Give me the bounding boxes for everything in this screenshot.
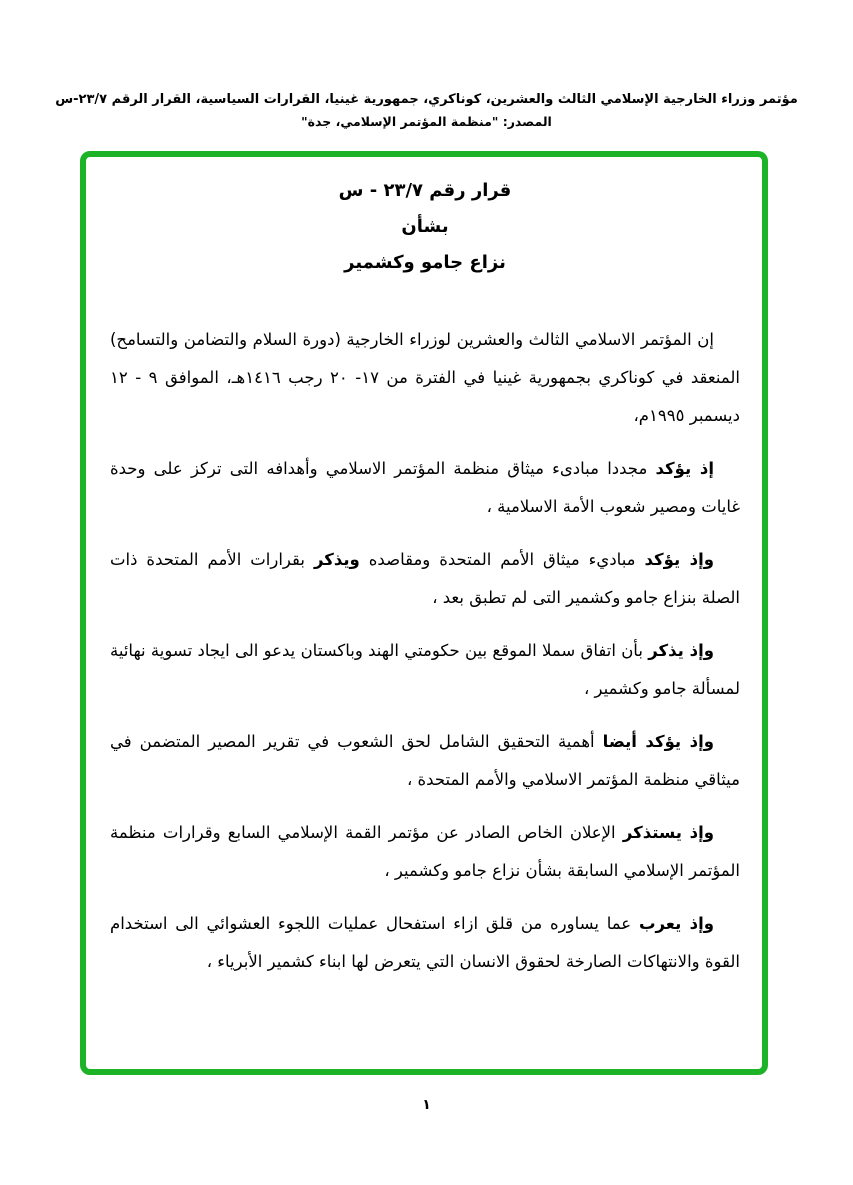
resolution-number-title: قرار رقم ٢٣/٧ - س	[338, 180, 512, 201]
paragraph-lead: إذ يؤكد	[655, 459, 714, 478]
paragraph-lead: وإذ يؤكد أيضا	[602, 732, 714, 751]
paragraph	[110, 905, 740, 981]
paragraph-lead: وإذ يؤكد	[644, 550, 714, 569]
resolution-subject: نزاع جامو وكشمير	[344, 252, 506, 273]
paragraph-text: عما يساوره من قلق ازاء استفحال عمليات اللجوء العشوائي الى استخدام القوة والانتهاكات الصارخة لحقوق الانسان التي يتعرض لها ابناء كشمير الأبرياء ،	[110, 914, 740, 971]
paragraph	[110, 814, 740, 890]
document-source-header	[0, 92, 853, 129]
paragraph-text: بقرارات الأمم المتحدة ذات الصلة بنزاع جامو وكشمير التى لم تطبق بعد ،	[110, 550, 740, 607]
paragraph	[110, 632, 740, 708]
paragraph-lead: وإذ يعرب	[638, 914, 714, 933]
paragraph-text: إن المؤتمر الاسلامي الثالث والعشرين لوزراء الخارجية (دورة السلام والتضامن والتسامح) المنعقد في كوناكري بجمهورية غينيا في الفترة من ١٧- ٢٠ رجب ١٤١٦هـ، الموافق ٩ - ١٢ ديسمبر ١٩٩٥م،	[110, 330, 740, 425]
paragraphs	[110, 321, 740, 981]
paragraph-text: مباديء ميثاق الأمم المتحدة ومقاصده	[359, 550, 645, 569]
paragraph-text: بأن اتفاق سملا الموقع بين حكومتي الهند وباكستان يدعو الى ايجاد تسوية نهائية لمسألة جامو وكشمير ،	[110, 641, 740, 698]
paragraph	[110, 450, 740, 526]
resolution-body	[86, 157, 762, 981]
paragraph-text: الإعلان الخاص الصادر عن مؤتمر القمة الإسلامي السابع وقرارات منظمة المؤتمر الإسلامي السابقة بشأن نزاع جامو وكشمير ،	[110, 823, 740, 880]
resolution-subtitle: بشأن	[401, 216, 449, 237]
title-block	[110, 173, 740, 281]
source-header-line-2: المصدر: "منظمة المؤتمر الإسلامي، جدة"	[301, 114, 552, 129]
paragraph-text: أهمية التحقيق الشامل لحق الشعوب في تقرير المصير المتضمن في ميثاقي منظمة المؤتمر الاسلامي والأمم المتحدة ،	[110, 732, 740, 789]
page-number: ١	[422, 1097, 431, 1113]
paragraph	[110, 723, 740, 799]
paragraph-text: مجددا مبادىء ميثاق منظمة المؤتمر الاسلامي وأهدافه التى تركز على وحدة غايات ومصير شعوب الأمة الاسلامية ،	[110, 459, 740, 516]
source-header-line-1: مؤتمر وزراء الخارجية الإسلامي الثالث والعشرين، كوناكري، جمهورية غينيا، القرارات السياسية، القرار الرقم ٢٣/٧-س	[55, 92, 798, 107]
paragraph-lead: ويذكر	[313, 550, 360, 569]
paragraph-lead: وإذ يذكر	[648, 641, 714, 660]
green-frame	[80, 151, 768, 1075]
paragraph	[110, 541, 740, 617]
paragraph-lead: وإذ يستذكر	[622, 823, 714, 842]
paragraph	[110, 321, 740, 435]
